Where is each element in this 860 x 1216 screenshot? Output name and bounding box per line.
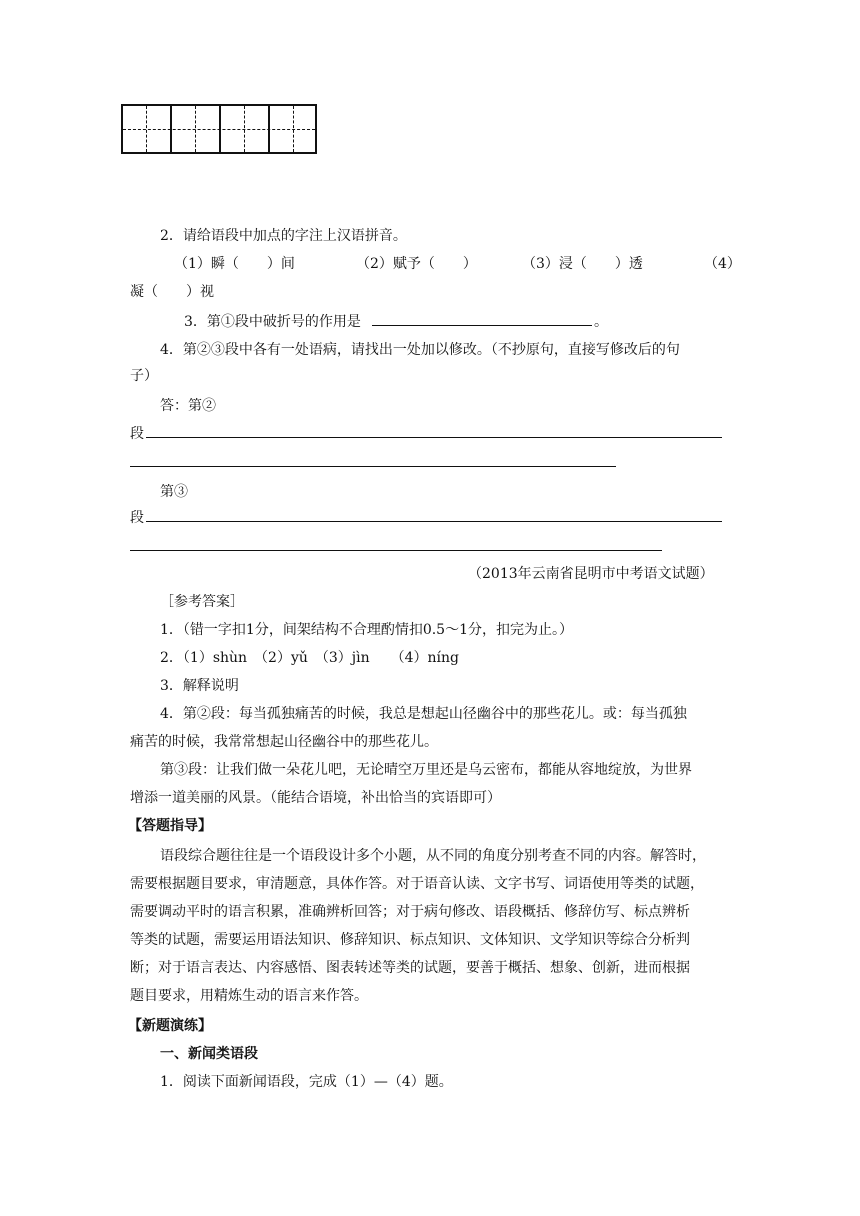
guide-line: 题目要求，用精炼生动的语言来作答。 xyxy=(130,988,368,1004)
reference-answer-2: 2．（1）shùn （2）yǔ （3）jìn （4）níng xyxy=(160,650,460,666)
reference-answer-4-line-1: 4．第②段：每当孤独痛苦的时候，我总是想起山径幽谷中的那些花儿。或：每当孤独 xyxy=(160,706,687,722)
guide-heading: 【答题指导】 xyxy=(128,818,212,834)
practice-heading: 【新题演练】 xyxy=(128,1018,212,1034)
question-4-prompt-line-2: 子） xyxy=(130,368,158,384)
reference-answer-4-line-3: 第③段：让我们做一朵花儿吧，无论晴空万里还是乌云密布，都能从容地绽放，为世界 xyxy=(160,762,692,778)
grid-guide-vertical xyxy=(244,106,245,152)
q4-answer-label: 答：第② xyxy=(160,398,216,414)
reference-answer-4-line-4: 增添一道美丽的风景。（能结合语境，补出恰当的宾语即可） xyxy=(130,790,501,806)
guide-line: 等类的试题，需要运用语法知识、修辞知识、标点知识、文体知识、文学知识等综合分析判 xyxy=(130,932,690,948)
practice-section-title: 一、新闻类语段 xyxy=(160,1046,258,1062)
grid-guide-horizontal xyxy=(123,129,315,130)
q4-answer-line xyxy=(146,521,722,522)
q4-answer-line xyxy=(130,466,616,467)
question-4-prompt-line-1: 4．第②③段中各有一处语病，请找出一处加以修改。（不抄原句，直接写修改后的句 xyxy=(160,342,680,358)
q4-answer-line xyxy=(146,437,722,438)
q2-item-4-text: 凝（ ）视 xyxy=(130,284,214,300)
source-citation: （2013年云南省昆明市中考语文试题） xyxy=(468,566,714,582)
grid-guide-vertical xyxy=(146,106,147,152)
q4-answer-line xyxy=(130,550,662,551)
q2-item-2: （2）赋予（ ） xyxy=(356,256,477,272)
guide-line: 需要根据题目要求，审清题意，具体作答。对于语音认读、文字书写、词语使用等类的试题， xyxy=(130,876,704,892)
reference-answer-3: 3．解释说明 xyxy=(160,678,239,694)
reference-answer-1: 1．（错一字扣1分，间架结构不合理酌情扣0.5～1分，扣完为止。） xyxy=(160,622,573,638)
q4-third-label: 第③ xyxy=(160,484,188,500)
q2-item-4-number: （4） xyxy=(704,256,741,272)
q2-item-1: （1）瞬（ ）间 xyxy=(174,256,295,272)
reference-heading: ［参考答案］ xyxy=(160,594,244,610)
q3-answer-line xyxy=(372,325,592,326)
guide-line: 需要调动平时的语言积累，准确辨析回答；对于病句修改、语段概括、修辞仿写、标点辨析 xyxy=(130,904,690,920)
writing-grid xyxy=(121,104,317,154)
question-3-prompt: 3．第①段中破折号的作用是 xyxy=(184,314,361,330)
grid-guide-vertical xyxy=(195,106,196,152)
q4-para-label-3: 段 xyxy=(130,510,144,526)
q4-para-label-2: 段 xyxy=(130,426,144,442)
q3-period: 。 xyxy=(594,314,608,330)
guide-line: 断；对于语言表达、内容感悟、图表转述等类的试题，要善于概括、想象、创新，进而根据 xyxy=(130,960,690,976)
guide-line: 语段综合题往往是一个语段设计多个小题，从不同的角度分别考查不同的内容。解答时， xyxy=(160,848,706,864)
grid-guide-vertical xyxy=(293,106,294,152)
question-2-prompt: 2．请给语段中加点的字注上汉语拼音。 xyxy=(160,228,407,244)
q2-item-3: （3）浸（ ）透 xyxy=(522,256,643,272)
practice-question-1: 1．阅读下面新闻语段，完成（1）—（4）题。 xyxy=(160,1074,453,1090)
reference-answer-4-line-2: 痛苦的时候，我常常想起山径幽谷中的那些花儿。 xyxy=(130,734,438,750)
